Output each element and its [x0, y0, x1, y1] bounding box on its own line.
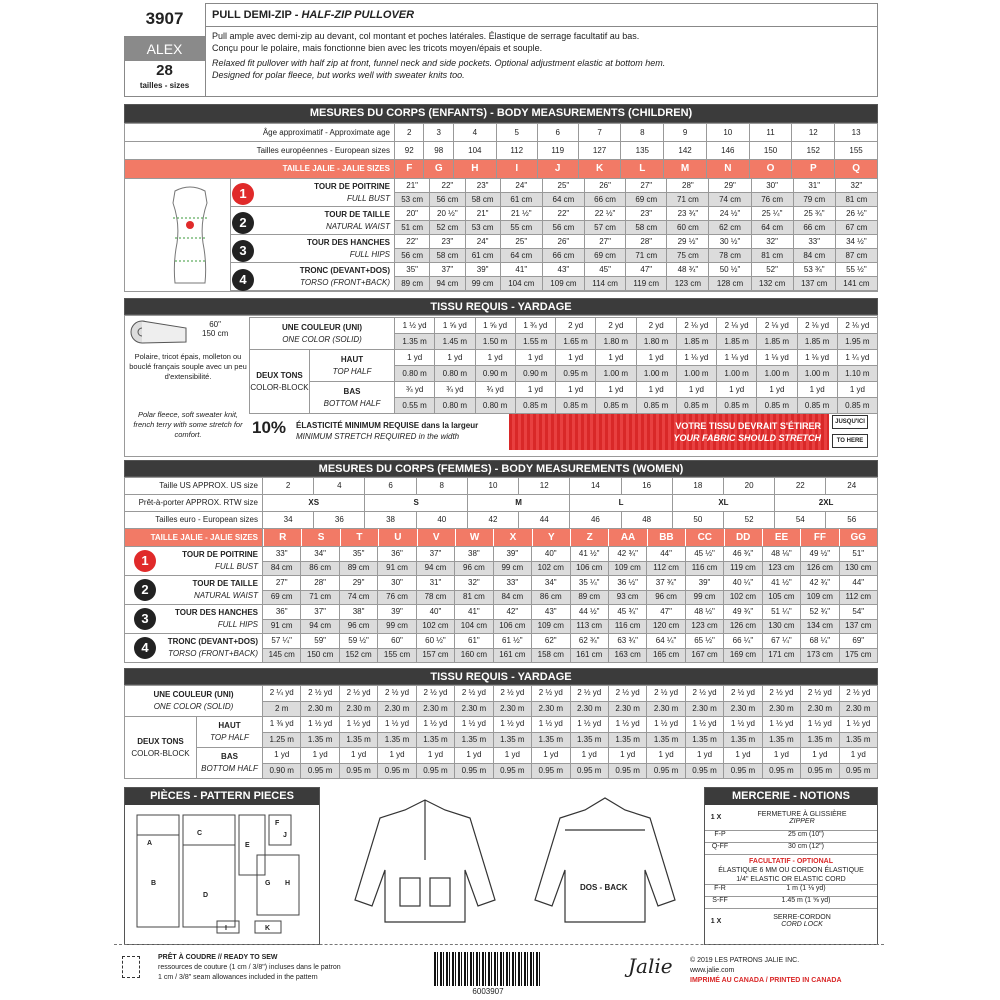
jusqu-ici: JUSQU'ICI	[832, 415, 868, 429]
jalie-logo: Jalie	[628, 954, 673, 978]
stretch-fr: ÉLASTICITÉ MINIMUM REQUISE dans la largeur	[296, 421, 479, 430]
svg-text:F: F	[275, 820, 280, 827]
footer-divider	[114, 944, 884, 945]
website: www.jalie.com	[690, 967, 735, 974]
pattern-pieces-box	[124, 787, 320, 945]
pattern-name: ALEX	[124, 37, 206, 61]
width-cm: 150 cm	[202, 329, 229, 338]
yardage-women-title: TISSU REQUIS - YARDAGE	[124, 668, 878, 685]
opt-fr: ÉLASTIQUE 6 MM OU CORDON ÉLASTIQUE	[718, 867, 864, 874]
measure-number-icon: 2	[134, 579, 156, 601]
desc-fr-2: Conçu pour le polaire, mais fonctionne bien avec les tricots moyen/épais et souple.	[212, 43, 543, 53]
fabric-fr: Polaire, tricot épais, molleton ou bouclé français souple avec un peu d'extensibilité.	[129, 352, 247, 381]
fr-val: 1 m (1 ⅛ yd)	[786, 885, 826, 892]
svg-text:I: I	[225, 925, 227, 932]
yardage-children-table: UNE COULEUR (UNI) ONE COLOR (SOLID) 1 ½ yd 1 ⅝ yd 1 ⅝ yd 1 ¾ yd 2 yd 2 yd 2 yd 2 ⅛ yd 2 ⅛ yd 2 ⅛ yd 2 ⅛ yd 2 ⅛ yd 1.35 m 1.45 m 1.50 m 1.55 m 1.65 m 1.80 m 1.80 m 1.85 m 1.85 m 1.85 m 1.85 m 1.95 m DEUX TONS COLOR-BLOCK HAUT TOP HALF 1 yd 1 yd 1 yd 1 yd 1 yd 1 yd 1 yd 1 ⅛ yd 1 ⅛ yd 1 ⅛ yd 1 ⅛ yd 1 ¼ yd 0.80 m 0.80 m 0.90 m 0.90 m 0.95 m 1.00 m 1.00 m 1.00 m 1.00 m 1.00 m 1.00 m 1.10 m BAS BOTTOM HALF ¾ yd ¾ yd ¾ yd 1 yd 1 yd 1 yd 1 yd 1 yd 1 yd 1 yd 1 yd 1 yd 0.55 m 0.80 m 0.80 m 0.85 m 0.85 m 0.85 m 0.85 m 0.85 m 0.85 m 0.85 m 0.85 m 0.85 m	[249, 317, 878, 414]
size-count-label: tailles - sizes	[139, 81, 190, 90]
cord-fr: SERRE-CORDON	[773, 914, 831, 921]
notions-box	[704, 787, 878, 945]
barcode	[434, 952, 542, 986]
desc-en-2: Designed for polar fleece, but works well with sweater knits too.	[212, 70, 465, 80]
desc-en-1: Relaxed fit pullover with half zip at front, funnel neck and side pockets. Optional adjustment elastic at bottom hem.	[212, 58, 666, 68]
svg-text:D: D	[203, 892, 209, 899]
measure-number-icon: 1	[232, 183, 254, 205]
measure-label: TOUR DE TAILLE NATURAL WAIST	[231, 207, 395, 235]
footer-copyright	[690, 956, 842, 986]
zip-fr: FERMETURE À GLISSIÈRE	[757, 810, 847, 818]
measure-row-cm: 53 cm 56 cm 58 cm 61 cm 64 cm 66 cm 69 cm 71 cm 74 cm 76 cm 79 cm 81 cm	[231, 193, 878, 207]
measure-row-cm: 51 cm 52 cm 53 cm 55 cm 56 cm 57 cm 58 cm 60 cm 62 cm 64 cm 66 cm 67 cm	[231, 221, 878, 235]
pattern-pieces-diagram	[125, 805, 319, 943]
back-label: DOS - BACK	[580, 883, 628, 892]
svg-text:B: B	[151, 880, 157, 887]
desc-fr-1: Pull ample avec demi-zip au devant, col montant et poches latérales. Élastique de serrage facultatif au bas.	[212, 31, 640, 41]
stretch-bar-en: YOUR FABRIC SHOULD STRETCH	[673, 433, 821, 443]
measure-row-cm: 89 cm 94 cm 99 cm 104 cm 109 cm 114 cm 119 cm 123 cm 128 cm 132 cm 137 cm 141 cm	[231, 277, 878, 291]
qty-zip: 1 X	[710, 814, 722, 821]
women-sizes-table: Taille US APPROX. US size 2 4 6 8 10 12 14 16 18 20 22 24 Prêt-à-porter APPROX. RTW size XS S M L XL 2XL Tailles euro - European sizes 34 36 38 40 42 44 46 48 50 52 54 56 TAILLE JALIE - JALIE SIZES R S T U V W X Y Z AA BB CC DD EE FF GG	[124, 477, 878, 547]
svg-text:C: C	[197, 830, 203, 837]
measure-number-icon: 3	[134, 608, 156, 630]
fp-val: 25 cm (10")	[788, 831, 824, 838]
sff-val: 1.45 m (1 ⅝ yd)	[781, 897, 831, 904]
ready-to-sew-icon	[122, 956, 140, 978]
women-measurements-title: MESURES DU CORPS (FEMMES) - BODY MEASUREMENTS (WOMEN)	[124, 460, 878, 477]
fabric-roll-icon	[128, 318, 188, 346]
optional-title: FACULTATIF - OPTIONAL	[749, 858, 833, 865]
yardage-women-table: UNE COULEUR (UNI) ONE COLOR (SOLID) 2 ¼ yd 2 ½ yd 2 ½ yd 2 ½ yd 2 ½ yd 2 ½ yd 2 ½ yd 2 ½ yd 2 ½ yd 2 ½ yd 2 ½ yd 2 ½ yd 2 ½ yd 2 ½ yd 2 ½ yd 2 ½ yd 2 m 2.30 m 2.30 m 2.30 m 2.30 m 2.30 m 2.30 m 2.30 m 2.30 m 2.30 m 2.30 m 2.30 m 2.30 m 2.30 m 2.30 m 2.30 m DEUX TONS COLOR-BLOCK HAUT TOP HALF 1 ⅜ yd 1 ½ yd 1 ½ yd 1 ½ yd 1 ½ yd 1 ½ yd 1 ½ yd 1 ½ yd 1 ½ yd 1 ½ yd 1 ½ yd 1 ½ yd 1 ½ yd 1 ½ yd 1 ½ yd 1 ½ yd 1.25 m 1.35 m 1.35 m 1.35 m 1.35 m 1.35 m 1.35 m 1.35 m 1.35 m 1.35 m 1.35 m 1.35 m 1.35 m 1.35 m 1.35 m 1.35 m BAS BOTTOM HALF 1 yd 1 yd 1 yd 1 yd 1 yd 1 yd 1 yd 1 yd 1 yd 1 yd 1 yd 1 yd 1 yd 1 yd 1 yd 1 yd 0.90 m 0.95 m 0.95 m 0.95 m 0.95 m 0.95 m 0.95 m 0.95 m 0.95 m 0.95 m 0.95 m 0.95 m 0.95 m 0.95 m 0.95 m 0.95 m	[124, 685, 878, 779]
notions-title: MERCERIE - NOTIONS	[705, 788, 877, 805]
zip-en: ZIPPER	[789, 817, 815, 825]
title-en: HALF-ZIP PULLOVER	[301, 9, 415, 21]
stretch-bar-fr: VOTRE TISSU DEVRAIT S'ÉTIRER	[675, 421, 821, 431]
age-label: Âge approximatif - Approximate age	[125, 124, 395, 142]
qff-val: 30 cm (12")	[788, 843, 824, 850]
body-figure-icon	[155, 183, 225, 287]
measure-row-in: TOUR DES HANCHES FULL HIPS 22" 23" 24" 25" 26" 27" 28" 29 ½" 30 ½" 32" 33" 34 ½"	[231, 235, 878, 249]
euro-label: Tailles européennes - European sizes	[125, 142, 395, 160]
fr-code: F-R	[714, 885, 726, 892]
age-cell: 2	[395, 124, 424, 142]
cord-en: CORD LOCK	[781, 921, 823, 928]
measure-number-icon: 1	[134, 550, 156, 572]
stretch-en: MINIMUM STRETCH REQUIRED in the width	[296, 432, 460, 441]
measure-label: TOUR DE POITRINE FULL BUST	[231, 179, 395, 207]
printed-in: IMPRIMÉ AU CANADA / PRINTED IN CANADA	[690, 977, 842, 984]
piece-label: A	[147, 840, 153, 847]
pattern-pieces-title: PIÈCES - PATTERN PIECES	[125, 788, 319, 805]
qty-cord: 1 X	[710, 917, 722, 925]
to-here: TO HERE	[832, 434, 868, 448]
qff-code: Q-FF	[711, 843, 729, 850]
svg-text:E: E	[245, 842, 250, 849]
measure-row-in: TOUR DE TAILLE NATURAL WAIST 20" 20 ½" 21" 21 ½" 22" 22 ½" 23" 23 ¾" 24 ½" 25 ¼" 25 ¾" 26 ½"	[231, 207, 878, 221]
svg-text:G: G	[265, 880, 271, 887]
children-measurements-table: Âge approximatif - Approximate age 2 3 4 5 6 7 8 9 10 11 12 13 Tailles européennes - European sizes 92 98 104 112 119 127 135 142 146 150 152 155 TAILLE JALIE - JALIE SIZES F G H I J K L M N O P Q	[124, 123, 878, 179]
title-fr: PULL DEMI-ZIP -	[212, 9, 302, 21]
svg-text:H: H	[285, 880, 291, 887]
svg-text:J: J	[283, 832, 287, 839]
ready-label: PRÊT À COUDRE // READY TO SEW	[158, 954, 278, 961]
size-count	[124, 61, 206, 97]
children-body-table	[230, 178, 878, 291]
copyright: © 2019 LES PATRONS JALIE INC.	[690, 957, 800, 964]
measure-number-icon: 4	[134, 637, 156, 659]
fabric-en: Polar fleece, soft sweater knit, french terry with some stretch for comfort.	[133, 410, 243, 439]
fabric-roll	[128, 318, 243, 348]
sff-code: S-FF	[712, 897, 728, 904]
stretch-pct: 10%	[252, 418, 287, 437]
description	[212, 30, 872, 81]
garment-drawings	[330, 790, 700, 940]
footer-ready	[158, 953, 428, 983]
sa-en: 1 cm / 3/8" seam allowances included in the pattern	[158, 974, 318, 981]
svg-text:K: K	[265, 925, 271, 932]
pattern-title	[206, 3, 878, 27]
measure-label: TOUR DES HANCHES FULL HIPS	[231, 235, 395, 263]
size-count-number: 28	[156, 62, 173, 79]
measure-number-icon: 4	[232, 269, 254, 291]
children-measurements-title: MESURES DU CORPS (ENFANTS) - BODY MEASUREMENTS (CHILDREN)	[124, 104, 878, 123]
yardage-children-title: TISSU REQUIS - YARDAGE	[124, 298, 878, 315]
jalie-label: TAILLE JALIE - JALIE SIZES	[125, 160, 395, 179]
measure-row-in: TRONC (DEVANT+DOS) TORSO (FRONT+BACK) 35" 37" 39" 41" 43" 45" 47" 48 ¾" 50 ½" 52" 53 ¾" 55 ½"	[231, 263, 878, 277]
women-body-table: TOUR DE POITRINE FULL BUST 33" 34" 35" 36" 37" 38" 39" 40" 41 ½" 42 ¾" 44" 45 ½" 46 ¾" 48 ⅛" 49 ½" 51" 84 cm 86 cm 89 cm 91 cm 94 cm 96 cm 99 cm 102 cm 106 cm 109 cm 112 cm 116 cm 119 cm 123 cm 126 cm 130 cm TOUR DE TAILLE NATURAL WAIST 27" 28" 29" 30" 31" 32" 33" 34" 35 ¼" 36 ½" 37 ¾" 39" 40 ¼" 41 ½" 42 ¾" 44" 69 cm 71 cm 74 cm 76 cm 78 cm 81 cm 84 cm 86 cm 89 cm 93 cm 96 cm 99 cm 102 cm 105 cm 109 cm 112 cm TOUR DES HANCHES FULL HIPS 36" 37" 38" 39" 40" 41" 42" 43" 44 ½" 45 ¾" 47" 48 ½" 49 ¾" 51 ¼" 52 ¾" 54" 91 cm 94 cm 96 cm 99 cm 102 cm 104 cm 106 cm 109 cm 113 cm 116 cm 120 cm 123 cm 126 cm 130 cm 134 cm 137 cm TRONC (DEVANT+DOS) TORSO (FRONT+BACK) 57 ¼" 59" 59 ½" 60" 60 ½" 61" 61 ½" 62" 62 ¾" 63 ¾" 64 ¼" 65 ½" 66 ¼" 67 ¼" 68 ¼" 69" 145 cm 150 cm 152 cm 155 cm 157 cm 160 cm 161 cm 158 cm 161 cm 163 cm 165 cm 167 cm 169 cm 171 cm 173 cm 175 cm	[124, 546, 878, 663]
measure-number-icon: 2	[232, 212, 254, 234]
width-in: 60"	[209, 320, 221, 329]
barcode-number: 6003907	[472, 987, 504, 996]
measure-number-icon: 3	[232, 240, 254, 262]
pattern-code: 3907	[124, 3, 206, 37]
stretch-bar	[509, 414, 829, 450]
fp-code: F-P	[714, 831, 726, 838]
measure-row-cm: 56 cm 58 cm 61 cm 64 cm 66 cm 69 cm 71 cm 75 cm 78 cm 81 cm 84 cm 87 cm	[231, 249, 878, 263]
opt-en: 1/4" ELASTIC OR ELASTIC CORD	[736, 876, 846, 883]
measure-label: TRONC (DEVANT+DOS) TORSO (FRONT+BACK)	[231, 263, 395, 291]
sa-fr: ressources de couture (1 cm / 3/8") incluses dans le patron	[158, 964, 341, 971]
measure-row-in: TOUR DE POITRINE FULL BUST 21" 22" 23" 24" 25" 26" 27" 28" 29" 30" 31" 32"	[231, 179, 878, 193]
